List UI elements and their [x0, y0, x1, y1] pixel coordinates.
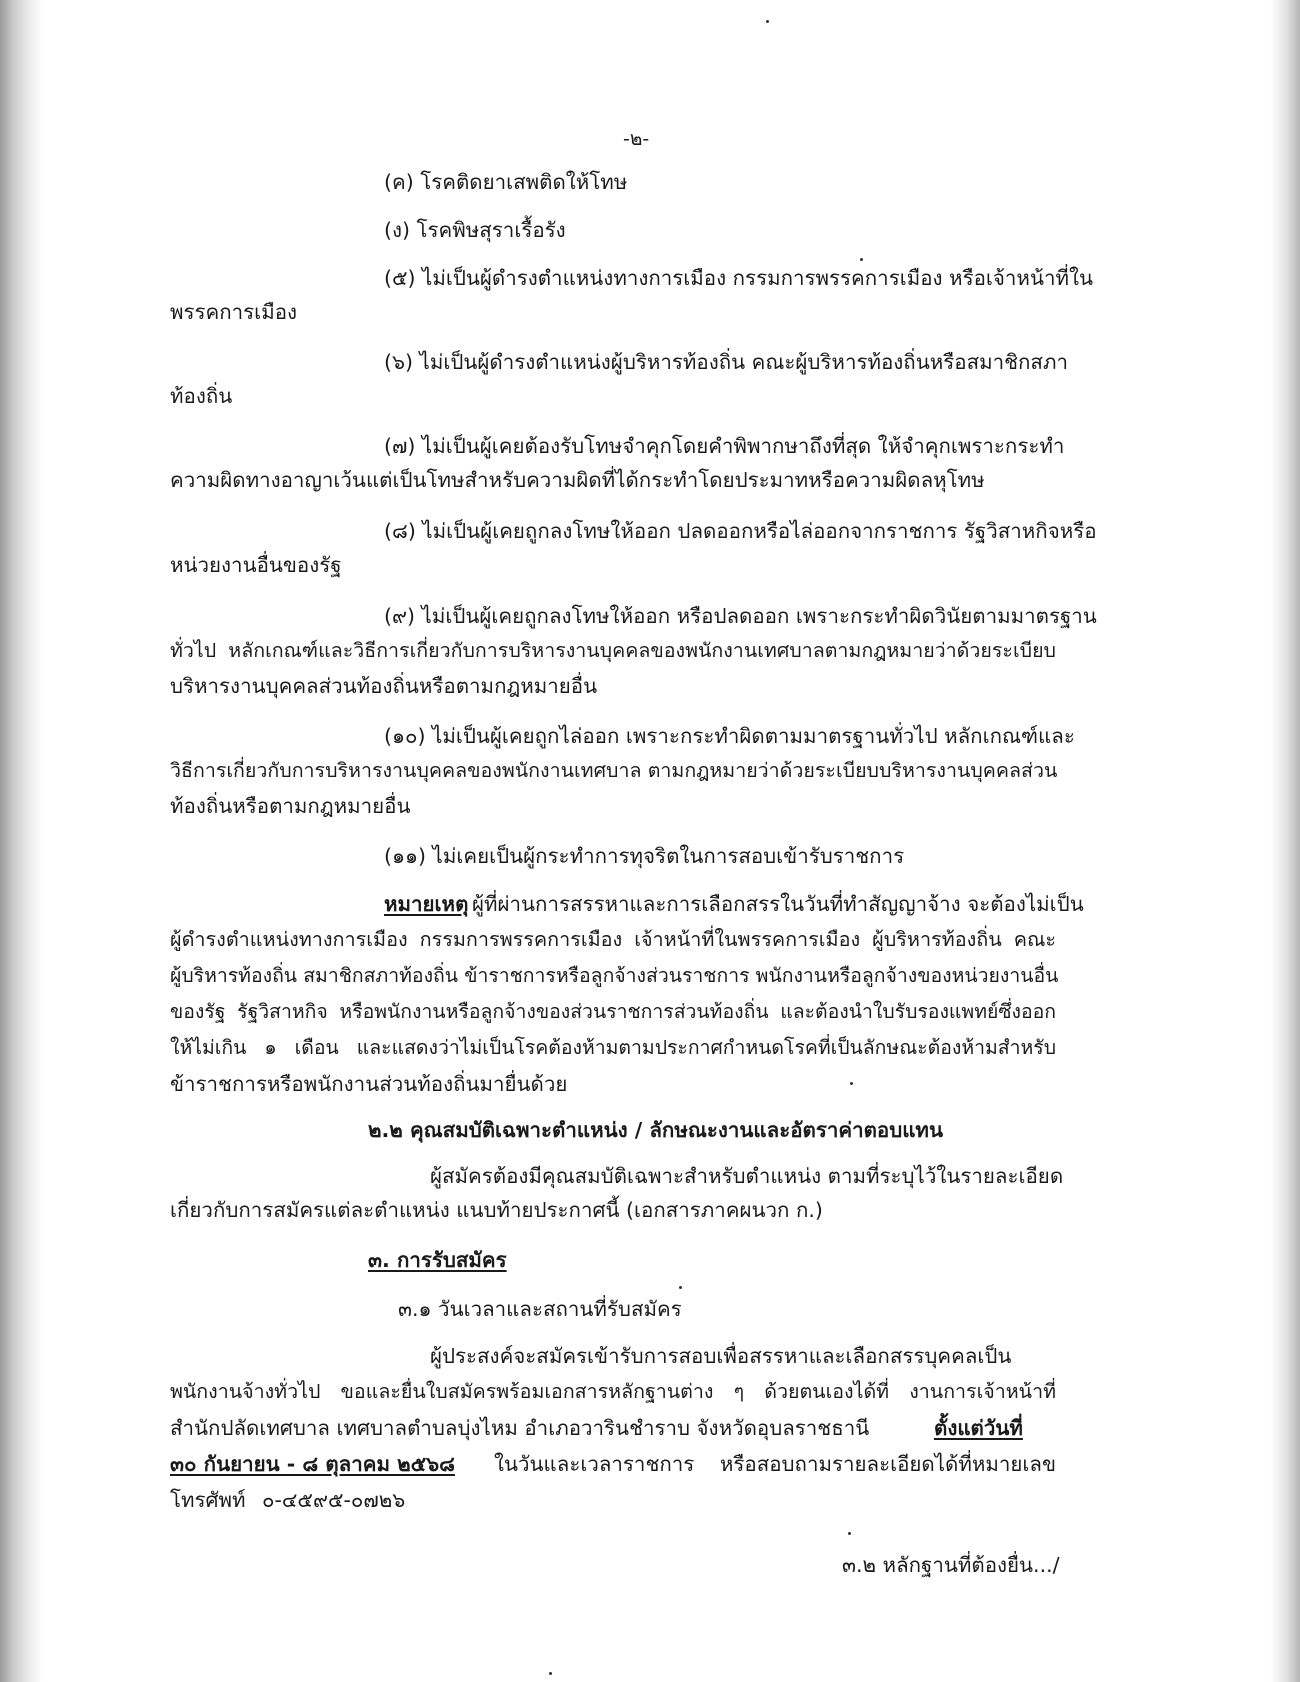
page-number: -๒- — [623, 128, 650, 150]
section-3-1-line-3: สำนักปลัดเทศบาล เทศบาลตำบลบุ่งไหม อำเภอวารินชำราบ จังหวัดอุบลราชธานี — [170, 1416, 870, 1440]
section-3-1-date-start: ตั้งแต่วันที่ — [934, 1416, 1023, 1440]
scan-speck — [850, 1082, 853, 1085]
item-8-line-1: (๘) ไม่เป็นผู้เคยถูกลงโทษให้ออก ปลดออกหรือไล่ออกจากราชการ รัฐวิสาหกิจหรือ — [384, 519, 1097, 543]
note-label: หมายเหตุ — [384, 892, 469, 916]
scan-edge-left — [0, 0, 42, 1682]
continuation-note: ๓.๒ หลักฐานที่ต้องยื่น.../ — [842, 1553, 1060, 1577]
item-5-line-2: พรรคการเมือง — [170, 300, 298, 324]
item-7-line-1: (๗) ไม่เป็นผู้เคยต้องรับโทษจำคุกโดยคำพิพากษาถึงที่สุด ให้จำคุกเพราะกระทำ — [384, 434, 1065, 458]
item-10-line-1: (๑๐) ไม่เป็นผู้เคยถูกไล่ออก เพราะกระทำผิดตามมาตรฐานทั่วไป หลักเกณฑ์และ — [384, 724, 1075, 748]
item-9-line-2: ทั่วไป หลักเกณฑ์และวิธีการเกี่ยวกับการบริหารงานบุคคลของพนักงานเทศบาลตามกฎหมายว่าด้วยระเบียบ — [170, 639, 1056, 662]
section-3-heading: ๓. การรับสมัคร — [368, 1248, 507, 1272]
scan-speck — [766, 20, 769, 23]
item-5-line-1: (๕) ไม่เป็นผู้ดำรงตำแหน่งทางการเมือง กรรมการพรรคการเมือง หรือเจ้าหน้าที่ใน — [384, 266, 1094, 290]
section-3-1-line-1: ผู้ประสงค์จะสมัครเข้ารับการสอบเพื่อสรรหาและเลือกสรรบุคคลเป็น — [430, 1344, 1012, 1368]
section-3-1-line-2: พนักงานจ้างทั่วไป ขอและยื่นใบสมัครพร้อมเอกสารหลักฐานต่าง ๆ ด้วยตนเองได้ที่ งานการเจ้าหน้าที่ — [170, 1380, 1056, 1403]
item-6-line-1: (๖) ไม่เป็นผู้ดำรงตำแหน่งผู้บริหารท้องถิ่น คณะผู้บริหารท้องถิ่นหรือสมาชิกสภา — [384, 350, 1068, 374]
section-2-2-line-2: เกี่ยวกับการสมัครแต่ละตำแหน่ง แนบท้ายประกาศนี้ (เอกสารภาคผนวก ก.) — [170, 1198, 823, 1222]
scan-edge-right — [1270, 0, 1300, 1682]
item-8-line-2: หน่วยงานอื่นของรัฐ — [170, 553, 342, 577]
scan-speck — [549, 1672, 552, 1675]
item-6-line-2: ท้องถิ่น — [170, 384, 233, 408]
note-line-6: ข้าราชการหรือพนักงานส่วนท้องถิ่นมายื่นด้วย — [170, 1072, 568, 1096]
item-9-line-3: บริหารงานบุคคลส่วนท้องถิ่นหรือตามกฎหมายอื่น — [170, 674, 598, 698]
scan-speck — [848, 1532, 851, 1535]
item-10-line-3: ท้องถิ่นหรือตามกฎหมายอื่น — [170, 794, 411, 818]
item-c: (ค) โรคติดยาเสพติดให้โทษ — [384, 170, 628, 194]
note-line-3: ผู้บริหารท้องถิ่น สมาชิกสภาท้องถิ่น ข้าราชการหรือลูกจ้างส่วนราชการ พนักงานหรือลูกจ้างของหน่วยงานอื่น — [170, 964, 1059, 987]
scan-speck — [860, 258, 863, 261]
section-2-2-line-1: ผู้สมัครต้องมีคุณสมบัติเฉพาะสำหรับตำแหน่ง ตามที่ระบุไว้ในรายละเอียด — [430, 1164, 1064, 1188]
item-11: (๑๑) ไม่เคยเป็นผู้กระทำการทุจริตในการสอบเข้ารับราชการ — [384, 844, 905, 868]
section-3-1-line-4: ในวันและเวลาราชการ หรือสอบถามรายละเอียดได้ที่หมายเลข — [494, 1452, 1056, 1476]
phone-number: ๐-๔๕๙๕-๐๗๒๖ — [262, 1488, 406, 1512]
note-line-2: ผู้ดำรงตำแหน่งทางการเมือง กรรมการพรรคการเมือง เจ้าหน้าที่ในพรรคการเมือง ผู้บริหารท้องถิ่น คณะ — [170, 928, 1056, 951]
item-7-line-2: ความผิดทางอาญาเว้นแต่เป็นโทษสำหรับความผิดที่ได้กระทำโดยประมาทหรือความผิดลหุโทษ — [170, 468, 985, 492]
note-line-4: ของรัฐ รัฐวิสาหกิจ หรือพนักงานหรือลูกจ้างของส่วนราชการส่วนท้องถิ่น และต้องนำใบรับรองแพทย์ซึ่งออก — [170, 1000, 1056, 1023]
note-line-5: ให้ไม่เกิน ๑ เดือน และแสดงว่าไม่เป็นโรคต้องห้ามตามประกาศกำหนดโรคที่เป็นลักษณะต้องห้ามสำหรับ — [170, 1036, 1056, 1059]
item-d: (ง) โรคพิษสุราเรื้อรัง — [384, 218, 566, 242]
note-line-1: ผู้ที่ผ่านการสรรหาและการเลือกสรรในวันที่ทำสัญญาจ้าง จะต้องไม่เป็น — [472, 892, 1084, 916]
section-3-1-date-range: ๓๐ กันยายน - ๘ ตุลาคม ๒๕๖๘ — [170, 1452, 455, 1476]
section-3-1-heading: ๓.๑ วันเวลาและสถานที่รับสมัคร — [398, 1297, 682, 1321]
phone-label: โทรศัพท์ — [170, 1488, 246, 1512]
item-9-line-1: (๙) ไม่เป็นผู้เคยถูกลงโทษให้ออก หรือปลดออก เพราะกระทำผิดวินัยตามมาตรฐาน — [384, 604, 1097, 628]
item-10-line-2: วิธีการเกี่ยวกับการบริหารงานบุคคลของพนักงานเทศบาล ตามกฎหมายว่าด้วยระเบียบบริหารงานบุคคลส่วน — [170, 759, 1058, 782]
section-2-2-heading: ๒.๒ คุณสมบัติเฉพาะตำแหน่ง / ลักษณะงานและอัตราค่าตอบแทน — [368, 1118, 943, 1142]
scan-speck — [679, 1286, 682, 1289]
